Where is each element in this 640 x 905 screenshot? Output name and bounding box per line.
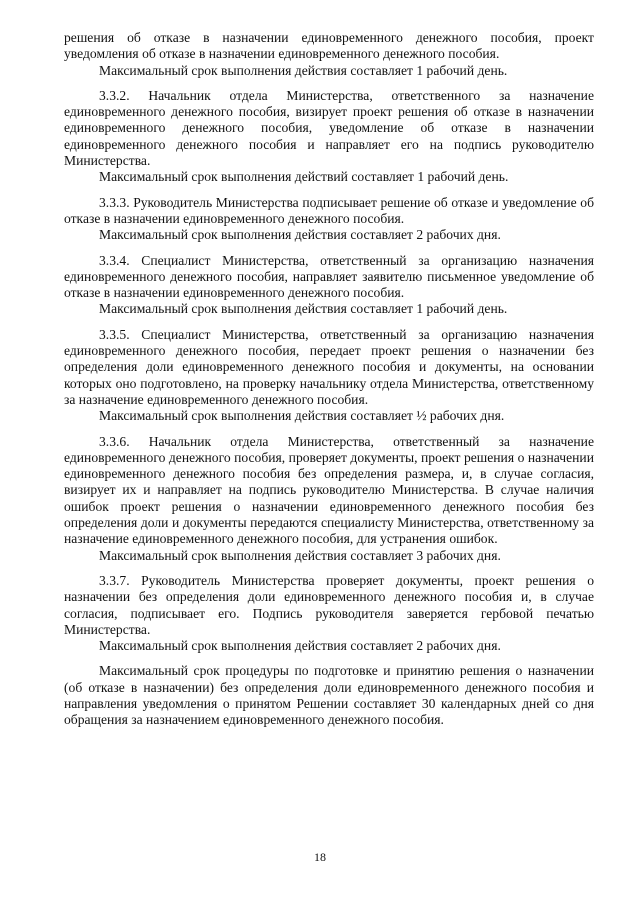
- paragraph-1: решения об отказе в назначении единовременного денежного пособия, проект уведомления об отказе в назначении единовременного денежного пособия.: [64, 30, 594, 62]
- paragraph-2: Максимальный срок выполнения действия составляет 1 рабочий день.: [99, 62, 508, 78]
- paragraph-11: 3.3.6. Начальник отдела Министерства, ответственный за назначение единовременного денежного пособия, проверяет документы, проект решения о назначении единовременного денежного пособия без определения размера, и, в случае согласия, визирует их и направляет на подпись руководителю Министерства. В случае наличия ошибок проект решения о назначении единовременного денежного пособия без определения доли и документы передаются специалисту Министерства, ответственному за назначение единовременного денежного пособия, для устранения ошибок.: [64, 433, 594, 547]
- paragraph-3: 3.3.2. Начальник отдела Министерства, ответственного за назначение единовременного денежного пособия, визирует проект решения об отказе в назначении единовременного денежного пособия, уведомление об отказе в назначении единовременного денежного пособия и направляет его на подпись руководителю Министерства.: [64, 87, 594, 169]
- page-number: 18: [314, 850, 326, 864]
- paragraph-8: Максимальный срок выполнения действия составляет 1 рабочий день.: [99, 301, 508, 317]
- paragraph-10: Максимальный срок выполнения действия составляет ½ рабочих дня.: [99, 408, 505, 424]
- paragraph-13: 3.3.7. Руководитель Министерства проверяет документы, проект решения о назначении без определения доли единовременного денежного пособия и, в случае согласия, подписывает его. Подпись руководителя заверяется гербовой печатью Министерства.: [64, 572, 594, 637]
- paragraph-14: Максимальный срок выполнения действия составляет 2 рабочих дня.: [99, 638, 501, 654]
- paragraph-15: Максимальный срок процедуры по подготовке и принятию решения о назначении (об отказе в назначении) без определения доли единовременного денежного пособия и направления уведомления о принятом Решении составляет 30 календарных дней со дня обращения за назначением единовременного денежного пособия.: [64, 663, 594, 728]
- document-page: [64, 30, 594, 729]
- paragraph-12: Максимальный срок выполнения действия составляет 3 рабочих дня.: [99, 547, 501, 563]
- paragraph-7: 3.3.4. Специалист Министерства, ответственный за организацию назначения единовременного денежного пособия, направляет заявителю письменное уведомление об отказе в назначении единовременного денежного пособия.: [64, 252, 594, 301]
- paragraph-5: 3.3.3. Руководитель Министерства подписывает решение об отказе и уведомление об отказе в назначении единовременного денежного пособия.: [64, 194, 594, 226]
- paragraph-9: 3.3.5. Специалист Министерства, ответственный за организацию назначения единовременного денежного пособия, передает проект решения о назначении без определения доли единовременного денежного пособия и документы, на основании которых оно подготовлено, на проверку начальнику отдела Министерства, ответственному за назначение единовременного денежного пособия.: [64, 326, 594, 407]
- paragraph-4: Максимальный срок выполнения действий составляет 1 рабочий день.: [99, 169, 509, 185]
- paragraph-6: Максимальный срок выполнения действия составляет 2 рабочих дня.: [99, 227, 501, 243]
